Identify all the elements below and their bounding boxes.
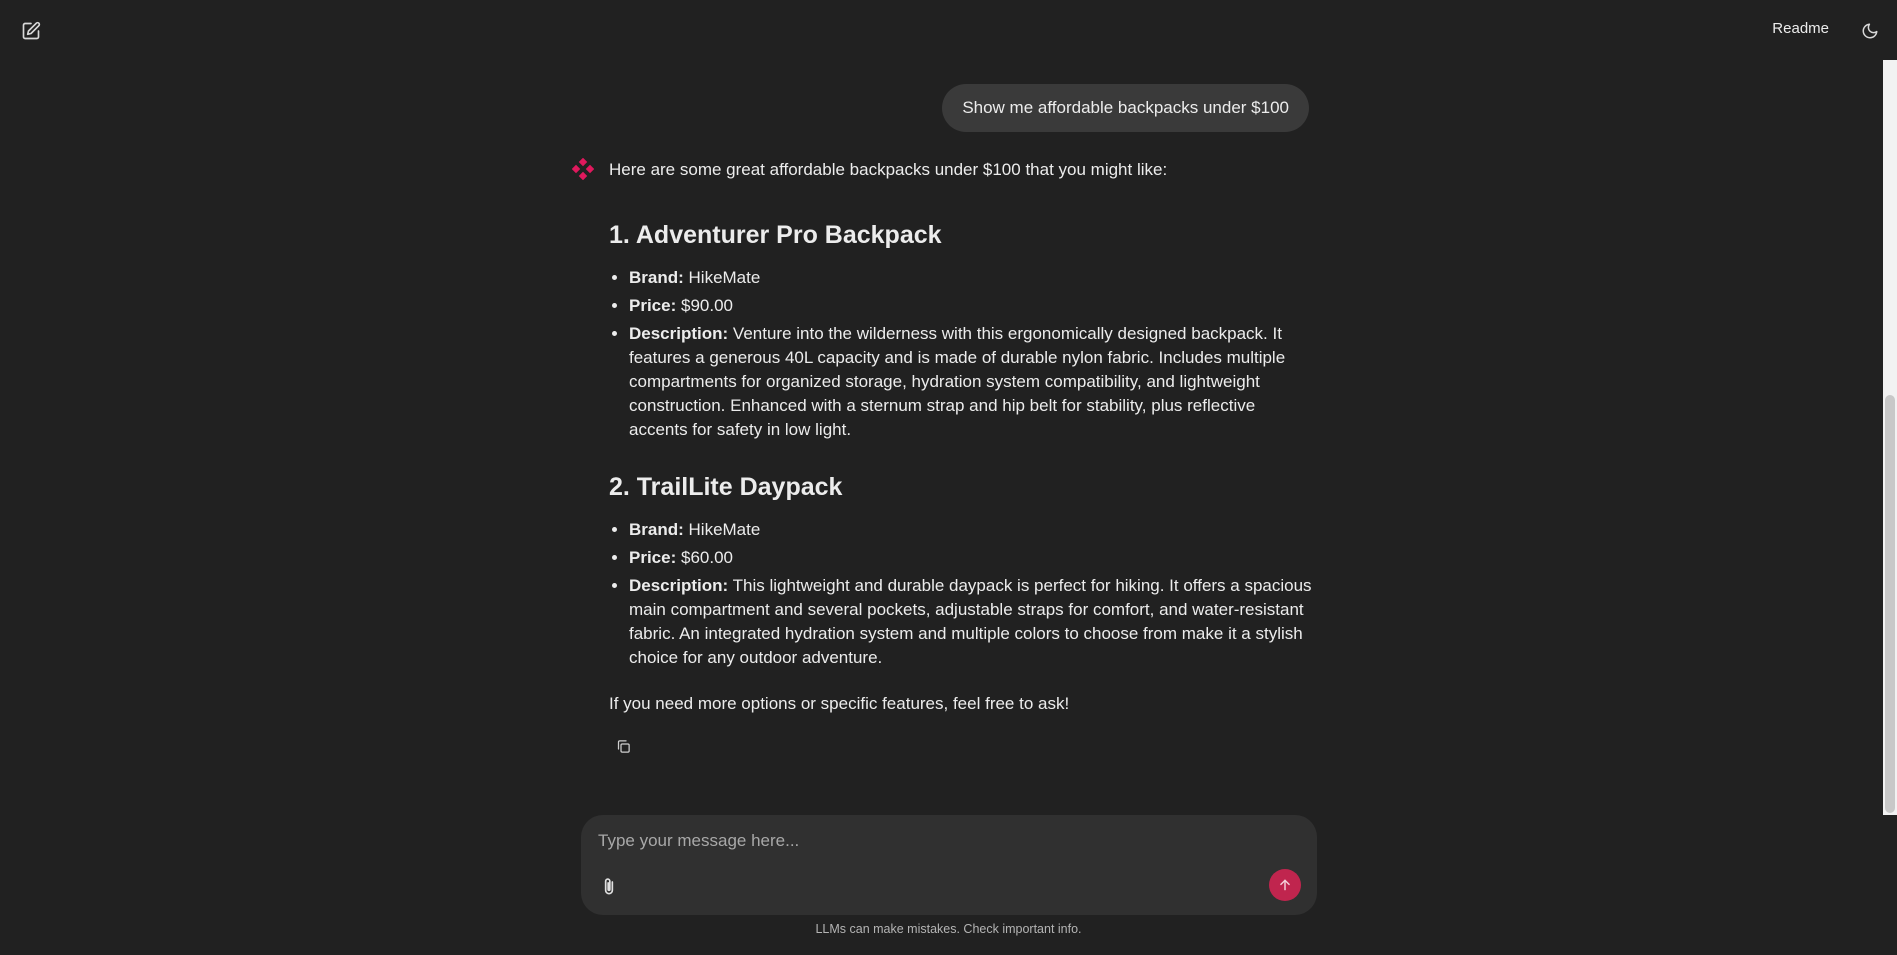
theme-toggle-button[interactable]	[1855, 16, 1885, 46]
copy-icon	[616, 739, 631, 754]
assistant-outro: If you need more options or specific features, feel free to ask!	[609, 694, 1070, 713]
top-bar	[0, 0, 1897, 60]
product-details-list	[609, 266, 1312, 442]
product-details-list	[609, 518, 1312, 670]
disclaimer-text: LLMs can make mistakes. Check important info.	[815, 922, 1082, 936]
description-label: Description:	[629, 576, 729, 595]
user-message-bubble: Show me affordable backpacks under $100	[942, 84, 1309, 132]
product-heading: 2. TrailLite Daypack	[609, 473, 843, 501]
product-description	[629, 574, 1312, 670]
description-value: Venture into the wilderness with this ergonomically designed backpack. It features a generous 40L capacity and is made of durable nylon fabric. Includes multiple compartments for organized storage, hydration system compatibility, and lightweight construction. Enhanced with a sternum strap and hip belt for stability, plus reflective accents for safety in low light.	[629, 324, 1286, 439]
scrollbar-thumb[interactable]	[1885, 395, 1895, 813]
description-label: Description:	[629, 324, 729, 343]
copy-button[interactable]	[611, 734, 635, 758]
message-composer	[581, 815, 1317, 915]
assistant-content	[609, 158, 1312, 758]
assistant-message	[572, 158, 1312, 758]
brand-value: HikeMate	[688, 268, 761, 287]
pencil-square-icon	[21, 21, 41, 41]
message-input[interactable]	[596, 827, 1290, 855]
new-chat-button[interactable]	[16, 16, 46, 46]
price-value: $60.00	[680, 548, 733, 567]
assistant-logo-icon	[572, 158, 594, 180]
price-label: Price:	[629, 548, 677, 567]
send-button[interactable]	[1269, 869, 1301, 901]
product-brand	[629, 266, 1312, 290]
price-value: $90.00	[680, 296, 733, 315]
brand-value: HikeMate	[688, 520, 761, 539]
attach-button[interactable]	[595, 873, 623, 901]
brand-label: Brand:	[629, 268, 684, 287]
product-price	[629, 546, 1312, 570]
readme-link[interactable]: Readme	[1772, 20, 1829, 37]
arrow-up-icon	[1278, 878, 1292, 892]
product-heading: 1. Adventurer Pro Backpack	[609, 221, 942, 249]
price-label: Price:	[629, 296, 677, 315]
brand-label: Brand:	[629, 520, 684, 539]
assistant-intro: Here are some great affordable backpacks under $100 that you might like:	[609, 160, 1168, 179]
product-description	[629, 322, 1312, 442]
product-price	[629, 294, 1312, 318]
paperclip-icon	[599, 877, 619, 897]
product-brand	[629, 518, 1312, 542]
description-value: This lightweight and durable daypack is perfect for hiking. It offers a spacious main compartment and several pockets, adjustable straps for comfort, and water-resistant fabric. An integrated hydration system and multiple colors to choose from make it a stylish choice for any outdoor adventure.	[629, 576, 1312, 667]
moon-icon	[1861, 22, 1879, 40]
